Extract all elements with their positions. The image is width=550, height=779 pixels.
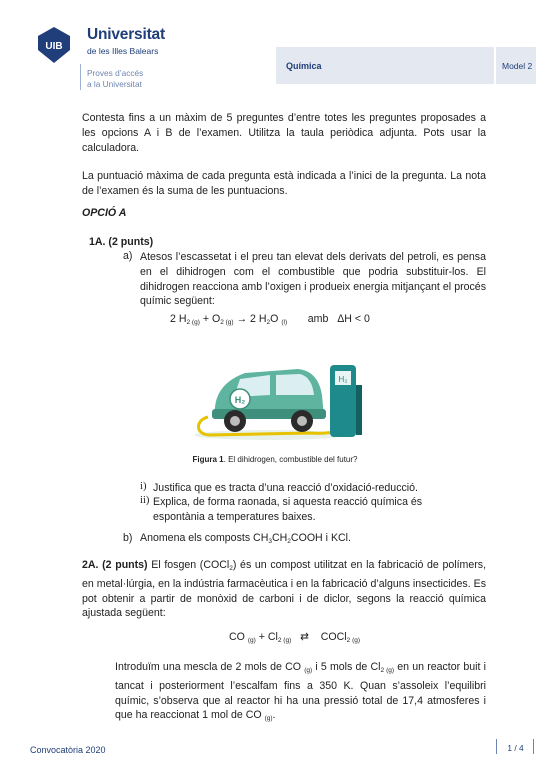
proves-line-2: a la Universitat <box>87 79 142 89</box>
logo-letters: UIB <box>45 41 63 52</box>
question-1a-a-letter: a) <box>123 250 133 262</box>
model-label: Model 2 <box>502 61 533 71</box>
question-1a-a-text: Atesos l’escassetat i el preu tan elevat dels derivats del petroli, es pensa en el dihidrogen com el combustible que podria substituir-los. El dihidrogen reacciona amb l’oxigen i produeix energia mitjançant el procés químic següent: <box>140 251 486 308</box>
page-number: 1 / 4 <box>507 743 524 753</box>
uib-logo-icon <box>36 26 72 64</box>
question-1a-b-letter: b) <box>123 532 133 544</box>
logo-divider <box>80 64 81 90</box>
footer-divider-right <box>533 739 534 754</box>
figure-label: Figura 1 <box>192 455 224 464</box>
proves-acces-label <box>87 68 143 90</box>
question-1a-title: 1A. (2 punts) <box>89 236 154 248</box>
equilibrium-arrow-icon: ⇄ <box>300 631 309 643</box>
question-2a-title: 2A. (2 punts) <box>82 559 148 571</box>
pump-h2-label: H₂ <box>338 375 348 384</box>
question-2a-data-paragraph: Introduïm una mescla de 2 mols de CO $_{(g)}$ i 5 mols de $Cl_{2 (g)}$ en un reactor buit i tancat i posteriorment l’escalfam fins a 350 K. Quan s’assoleix l’equilibri químic, s’observa que al reactor hi ha una pressió total de 17,4 atmosferes i que ha reaccionat 1 mol de CO $_{(g)}$. <box>115 661 486 723</box>
footer-divider-left <box>496 739 497 754</box>
figure-caption-text: . El dihidrogen, combustible del futur? <box>223 455 358 464</box>
equation-amb: amb <box>307 313 329 325</box>
combustion-equation: 2 $H_{2 (g)} + O_{2 (g)} \to 2$ $H_2O$ $_{(l)}$ amb ΔH < 0 <box>170 313 370 326</box>
university-name: Universitat <box>87 26 165 43</box>
hydrogen-car-illustration <box>190 355 380 447</box>
session-label: Convocatòria 2020 <box>30 745 106 755</box>
enthalpy-condition: ΔH < 0 <box>337 313 370 325</box>
question-1a-b-text: Anomena els composts $CH_3CH_2COOH$ i KCl. <box>140 532 351 545</box>
proves-line-1: Proves d’accés <box>87 68 144 78</box>
sub-item-i-numeral: i) <box>140 481 147 492</box>
university-subtitle: de les Illes Balears <box>87 46 159 56</box>
option-a-heading: OPCIÓ A <box>82 207 127 219</box>
subject-title: Química <box>286 61 322 71</box>
question-2a-text: 2A. (2 punts) El fosgen (COCl$_2$) és un compost utilitzat en la fabricació de polímers, en metal·lúrgia, en la indústria farmacèutica i en la fabricació d’alguns insecticides. Es pot obtenir a partir de monòxid de carboni i de diclor, segons la reacció química ajustada següent: <box>82 559 487 620</box>
sub-item-i-text: Justifica que es tracta d’una reacció d’oxidació-reducció. <box>153 482 418 494</box>
car-h2-badge: H₂ <box>234 395 246 405</box>
scoring-paragraph: La puntuació màxima de cada pregunta està indicada a l’inici de la pregunta. La nota de l’examen és la suma de les puntuacions. <box>82 170 486 197</box>
instructions-paragraph: Contesta fins a un màxim de 5 preguntes d’entre totes les preguntes proposades a les opcions A i B de l’examen. Utilitza la taula periòdica adjunta. Pots usar la calculadora. <box>82 112 486 154</box>
phosgene-equilibrium-equation: CO $_{(g)} + Cl_{2 (g)}$ ⇄ COCl$_{2 (g)}$ <box>229 631 361 644</box>
figure-caption <box>0 455 550 464</box>
sub-item-ii-text: Explica, de forma raonada, si aquesta reacció química és espontània a temperatures baixes. <box>153 496 423 523</box>
sub-item-ii-numeral: ii) <box>140 495 150 506</box>
